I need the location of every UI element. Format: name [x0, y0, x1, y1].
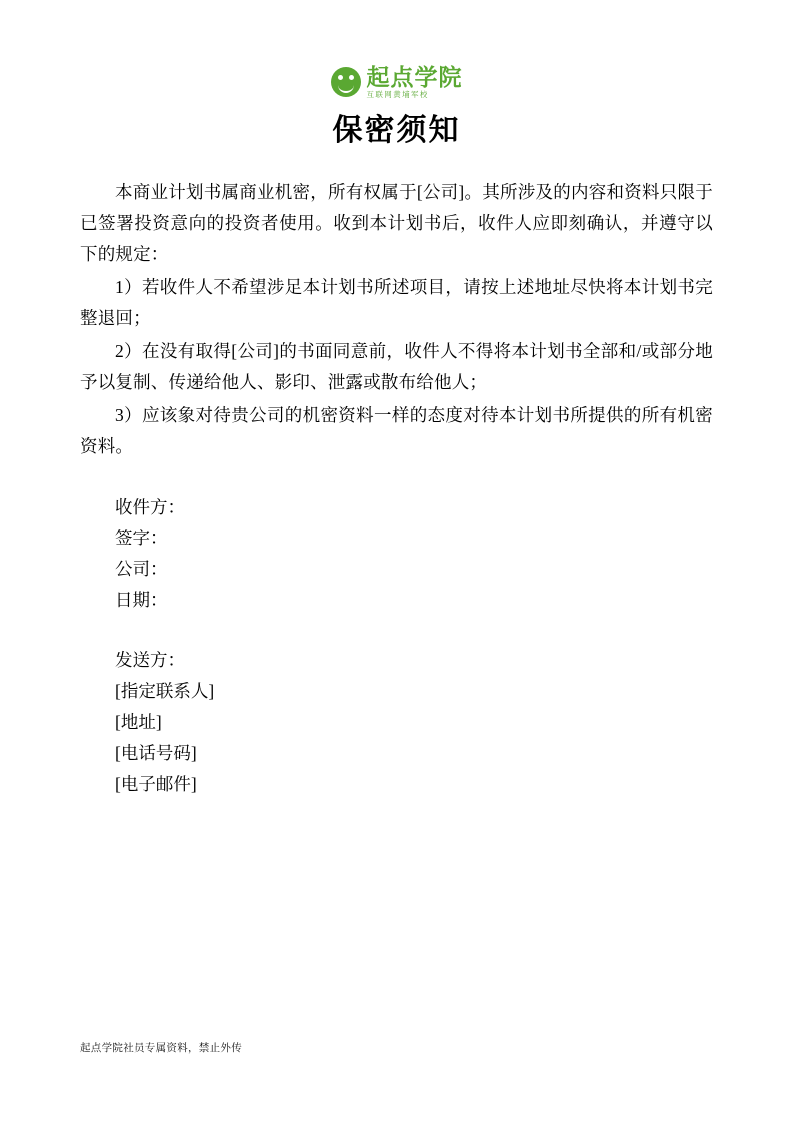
sender-fields	[80, 645, 713, 801]
field-label: 日期：	[115, 590, 168, 611]
field-label: 公司：	[115, 559, 168, 580]
paragraph: 1）若收件人不希望涉足本计划书所述项目，请按上述地址尽快将本计划书完整退回；	[80, 276, 713, 328]
receiver-fields	[80, 492, 713, 617]
smiley-circle-logo-icon	[331, 67, 361, 97]
paragraph: 3）应该象对待贵公司的机密资料一样的态度对待本计划书所提供的所有机密资料。	[80, 404, 713, 456]
brand-logo	[331, 66, 463, 99]
field-value: [指定联系人]	[115, 680, 215, 701]
page-footer: 起点学院社员专属资料，禁止外传	[80, 1042, 242, 1054]
body-text	[80, 177, 713, 463]
document-content	[80, 0, 713, 800]
field-value: [电话号码]	[115, 743, 197, 763]
field-label: 发送方：	[115, 649, 185, 670]
field-value: [地址]	[115, 711, 162, 732]
paragraph: 本商业计划书属商业机密，所有权属于[公司]。其所涉及的内容和资料只限于已签署投资意向的投资者使用。收到本计划书后，收件人应即刻确认，并遵守以下的规定：	[80, 181, 713, 264]
logo-sub-text: 互联网黄埔军校	[366, 90, 429, 99]
paragraph: 2）在没有取得[公司]的书面同意前，收件人不得将本计划书全部和/或部分地予以复制、传递给他人、影印、泄露或散布给他人；	[80, 340, 713, 392]
page-title: 保密须知	[332, 113, 461, 147]
logo-text	[367, 66, 463, 99]
logo-block	[80, 66, 713, 99]
field-label: 收件方：	[115, 497, 185, 518]
field-value: [电子邮件]	[115, 774, 197, 795]
spacer	[80, 617, 713, 645]
logo-main-text: 起点学院	[366, 64, 463, 90]
field-label: 签字：	[115, 528, 168, 549]
